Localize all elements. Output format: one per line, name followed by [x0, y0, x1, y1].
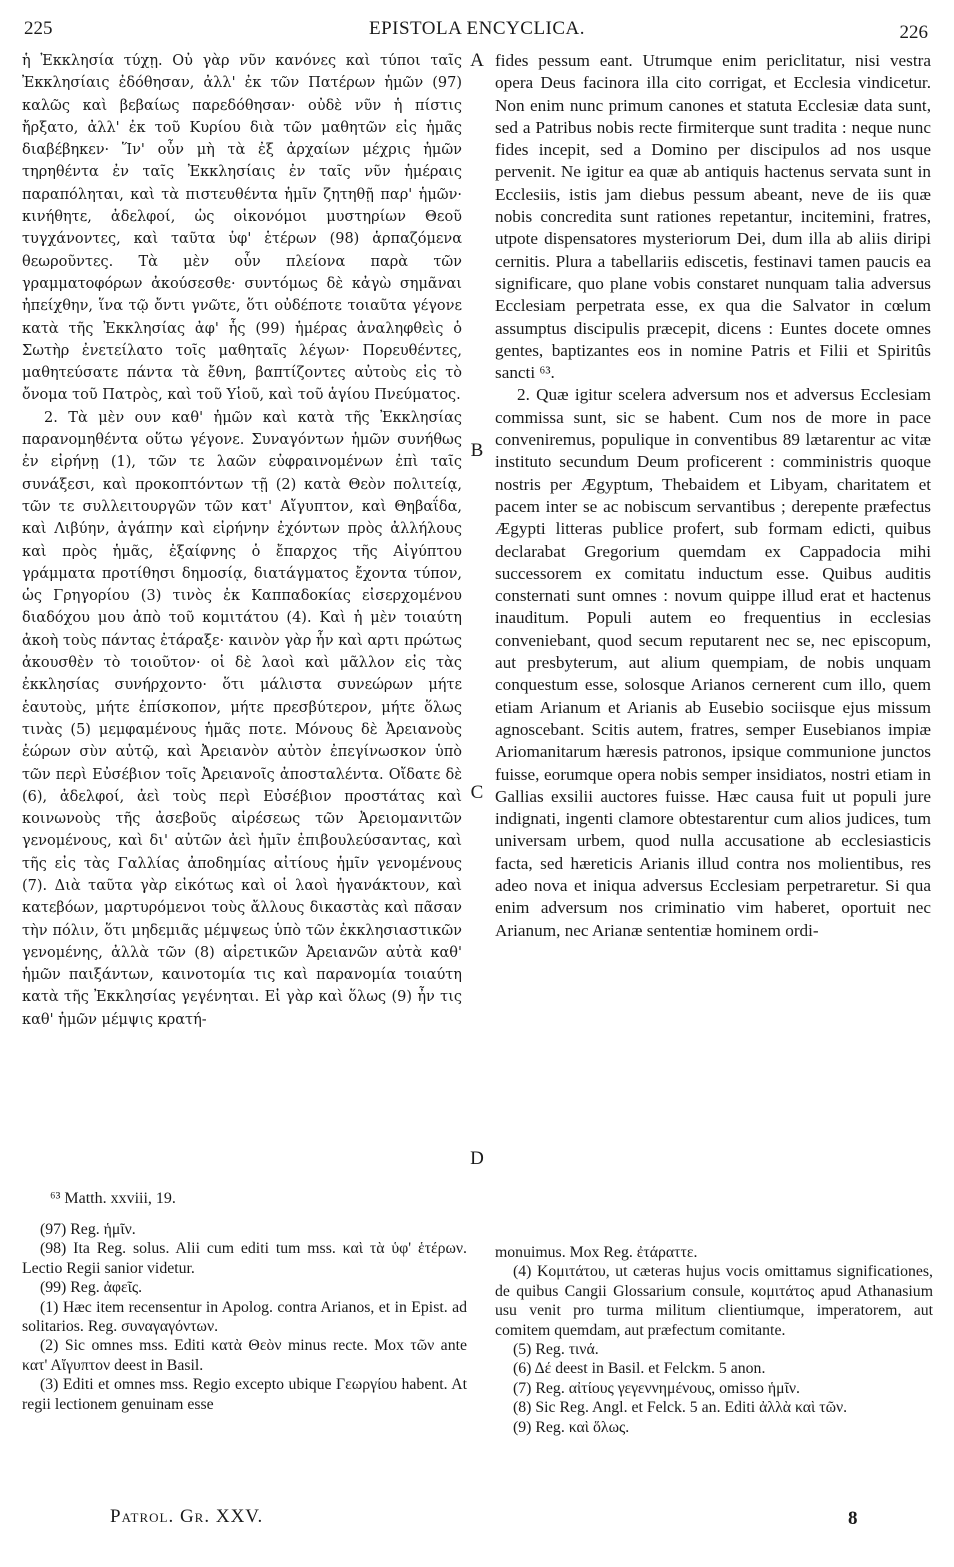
- margin-marker-c: C: [470, 782, 484, 803]
- footnote-2: (2) Sic omnes mss. Editi κατὰ Θεὸν minus recte. Mox τῶν ante κατ' Αἴγυπτον deest in Basil.: [22, 1337, 467, 1374]
- latin-paragraph-2: 2. Quæ igitur scelera adversum nos et adversus Ecclesiam commissa sunt, sic se habent. Cum nos de more in pace conveniremus, populique in conventibus 89 lætarentur ac vitæ instituto secundum Deum proficerent : comministris quoque nostris per Ægyptum, Thebaidem et Libyam, charitatem et pacem inter se ac nobiscum servantibus ; derepente præfectus Ægypti litteras publice profert, sub formam edicti, quibus declarabat Gregorium quemdam ex Cappadocia mihi successorem ex comitatu inductum esse. Quibus auditis consternati sunt omnes : novum quippe illud erat et hactenus inauditum. Populi autem eo frequentius in ecclesias conveniebant, quod secum reputarent nec se, nec episcopum, aut presbyterum, aut alium quempiam, de nobis unquam conquestum esse, solosque Arianos cernerent cum illo, quem etiam Arianum et Arianis ab Eusebio sociisque ejus missum agnoscebant. Scitis autem, fratres, semper Eusebianos impiæ Ariomanitarum hæresis patronos, ipsique communione junctos fuisse, eorumque opera nobis semper insidiatos, nostri etiam in Gallias exsilii auctores fuisse. Hæc causa fuit ut populi jure indignati, ingenti clamore obtestarentur cum alios judices, tum universam urbem, quod nulla accusatione ab ecclesiasticis facta, sed hæreticis Arianis illud contra nos molientibus, res adeo nova et iniqua adversus Ecclesiam perpetraretur. Si qua enim adversum nos criminatio vim haberet, oportuit nec Arianum, nec Arianæ sententiæ hominem ordi-: [495, 385, 931, 940]
- margin-marker-a: A: [470, 50, 484, 71]
- gathering-number: 8: [848, 1508, 858, 1529]
- margin-marker-b: B: [470, 440, 484, 461]
- left-page-number: 225: [24, 18, 53, 39]
- footnote-98: (98) Ita Reg. solus. Alii cum editi tum mss. καὶ τὰ ὑφ' ἑτέρων. Lectio Regii sanior videtur.: [22, 1240, 467, 1277]
- latin-paragraph-1: fides pessum eant. Utrumque enim periclitatur, nisi vestra opera Deus facinora illa cito corrigat, et Ecclesia vindicetur. Non enim nunc primum canones et statuta Ecclesiæ data sunt, sed a Patribus nobis recte firmiterque sunt tradita : neque nunc fides incepit, sed a Domino per discipulos ad nos usque pervenit. Ne igitur ea quæ ab antiquis hactenus servata sunt in Ecclesiis, istis jam diebus pessum abeant, neve de iis quæ nobis concredita sunt rationes repetantur, incitemini, fratres, utpote dispensatores mysteriorum Dei, dum illa ab aliis diripi cernitis. Plura a tabellariis ediscetis, festinavi tamen paucis ea significare, quo plane vobis constaret nunquam talia adversus Ecclesiam perpetrata esse, ex qua die Salvator in cœlum assumptus discipulis præcepit, dicens : Euntes docete omnes gentes, baptizantes eos in nomine Patris et Filii et Spiritûs sancti ⁶³.: [495, 51, 931, 383]
- margin-marker-d: D: [470, 1148, 484, 1169]
- footnote-99: (99) Reg. ἀφεῖς.: [40, 1279, 143, 1297]
- footnote-7: (7) Reg. αἰτίους γεγεννημένους, omisso ἡμῖν.: [513, 1379, 800, 1397]
- bible-reference-footnote: ⁶³ Matth. xxviii, 19.: [50, 1190, 176, 1207]
- footnote-3-continued: monuimus. Mox Reg. ἐτάραττε.: [495, 1244, 698, 1261]
- footnote-1: (1) Hæc item recensentur in Apolog. contra Arianos, et in Epist. ad solitarios. Reg. συναγαγόντων.: [22, 1298, 467, 1336]
- footnote-4: (4) Κομιτάτου, ut cæteras hujus vocis omittamus significationes, de quibus Cangii Glossarium consule, κομιτάτος apud Athanasium usu venit pro turma militum clientiumque, imperatorem, aut comitem quemdam, aut præfectum comitante.: [495, 1263, 933, 1339]
- footnotes-right-column: [495, 1243, 933, 1437]
- footnote-8: (8) Sic Reg. Angl. et Felck. 5 an. Editi ἀλλὰ καὶ τῶν.: [513, 1399, 848, 1417]
- page-footer: [0, 1506, 954, 1536]
- latin-text-column: [495, 50, 931, 1186]
- series-signature: Patrol. Gr. XXV.: [110, 1506, 264, 1527]
- page-header: [0, 18, 954, 44]
- right-page-number: 226: [899, 22, 928, 43]
- running-title: EPISTOLA ENCYCLICA.: [368, 18, 586, 39]
- greek-text-column: [22, 50, 462, 1186]
- footnote-3: (3) Editi et omnes mss. Regio excepto ubique Γεωργίου habent. At regii lectionem genuinam esse: [22, 1376, 467, 1413]
- greek-paragraph-2: 2. Τὰ μὲν ουν καθ' ἡμῶν καὶ κατὰ τῆς Ἐκκλησίας παρανομηθέντα οὕτω γέγονε. Συναγόντων ἡμῶν συνήθως ἐν εἰρήνῃ (1), τῶν τε λαῶν εὐφραινομένων ἐπὶ ταῖς συνάξεσι, καὶ προκοπτόντων τῇ (2) κατὰ Θεὸν πολιτείᾳ, τῶν τε συλλειτουργῶν τῶν κατ' Αἴγυπτον, καὶ Θηβαΐδα, καὶ Λιβύην, ἀγάπην καὶ εἰρήνην ἐχόντων πρὸς ἀλλήλους καὶ πρὸς ἡμᾶς, ἐξαίφνης ὁ ἔπαρχος τῆς Αἰγύπτου γράμματα προτίθησι δημοσίᾳ, διατάγματος ἔχοντα τύπον, ὡς Γρηγορίου (3) τινὸς ἐκ Καππαδοκίας εἰσερχομένου διαδόχου μου ἀπὸ τοῦ κομιτάτου (4). Καὶ ἡ μὲν τοιαύτη ἀκοὴ τοὺς πάντας ἐτάραξε· καινὸν γὰρ ἦν καὶ αρτι πρώτως ἀκουσθὲν τὸ τοιοῦτον· οἱ δὲ λαοὶ καὶ μᾶλλον εἰς τὰς ἐκκλησίας συνήρχοντο· ὅτι μάλιστα συνεώρων μήτε ἑαυτοὺς, μήτε ἐπίσκοπον, μήτε πρεσβύτερον, μήτε ὅλως τινὰς (5) μεμφαμένους ἡμᾶς ποτε. Μόνους δὲ Ἀρειανοὺς ἑώρων σὺν αὐτῷ, καὶ Ἀρειανὸν αὐτὸν ἐπεγίνωσκον ὑπὸ τῶν περὶ Εὐσέβιον τοῖς Ἀρειανοῖς ἀποσταλέντα. Οἴδατε δὲ (6), ἀδελφοί, ἀεὶ τοὺς περὶ Εὐσέβιον προστάτας καὶ κοινωνοὺς τῆς ἀσεβοῦς αἱρέσεως τῶν Ἀρειομανιτῶν γενομένους, καὶ δι' αὐτῶν ἀεὶ ἡμῖν ἐπιβουλεύσαντας, καὶ τῆς εἰς τὰς Γαλλίας ἀποδημίας αἰτίους ἡμῖν γενομένους (7). Διὰ ταῦτα γὰρ εἰκότως καὶ οἱ λαοὶ ἠγανάκτουν, καὶ κατεβόων, μαρτυρόμενοι τοὺς ἄλλους δικαστὰς καὶ πᾶσαν τὴν πόλιν, ὅτι μηδεμιᾶς μέμψεως ὑπὸ τῶν ἐκκλησιαστικῶν γενομένης, ἀλλὰ τῶν (8) αἱρετικῶν Ἀρειανῶν αὐτὰ καθ' ἡμῶν παιξάντων, καινοτομία τις καὶ παρανομία τοιαύτη κατὰ τῆς Ἐκκλησίας γεγένηται. Εἰ γὰρ καὶ ὅλως (9) ἦν τις καθ' ἡμῶν μέμψις κρατή-: [22, 409, 462, 1028]
- footnote-5: (5) Reg. τινά.: [513, 1341, 599, 1359]
- footnote-9: (9) Reg. καὶ ὅλως.: [513, 1418, 630, 1436]
- footnote-6: (6) Δέ deest in Basil. et Felckm. 5 anon.: [513, 1360, 766, 1378]
- greek-paragraph-1: ἡ Ἐκκλησία τύχῃ. Οὐ γὰρ νῦν κανόνες καὶ τύποι ταῖς Ἐκκλησίαις ἐδόθησαν, ἀλλ' ἐκ τῶν Πατέρων ἡμῶν (97) καλῶς καὶ βεβαίως παρεδόθησαν· οὐδὲ νῦν ἡ πίστις ἤρξατο, ἀλλ' ἐκ τοῦ Κυρίου διὰ τῶν μαθητῶν εἰς ἡμᾶς διαβέβηκεν· Ἵν' οὖν μὴ τὰ ἐξ ἀρχαίων μέχρις ἡμῶν τηρηθέντα ἐν ταῖς Ἐκκλησίαις ἐν ταῖς νῦν ἡμέραις παραπόληται, καὶ τὰ πιστευθέντα ἡμῖν ζητηθῇ παρ' ἡμῶν· κινήθητε, ἀδελφοί, ὡς οἰκονόμοι μυστηρίων Θεοῦ τυγχάνοντες, καὶ ταῦτα ὑφ' ἑτέρων (98) ἁρπαζόμενα θεωροῦντες. Τὰ μὲν οὖν πλείονα παρὰ τῶν γραμματοφόρων ἀκούσεσθε· συντόμως δὲ κἀγὼ σημᾶναι ἠπείχθην, ἵνα τῷ ὄντι γνῶτε, ὅτι οὐδέποτε τοιαῦτα γέγονε κατὰ τῆς Ἐκκλησίας ἀφ' ἧς (99) ἡμέρας ἀναληφθεὶς ὁ Σωτὴρ ἐνετείλατο τοῖς μαθηταῖς λέγων· Πορευθέντες, μαθητεύσατε πάντα τὰ ἔθνη, βαπτίζοντες αὐτοὺς εἰς τὸ ὄνομα τοῦ Πατρὸς, καὶ τοῦ Υἱοῦ, καὶ τοῦ ἁγίου Πνεύματος.: [22, 53, 462, 404]
- footnote-97: (97) Reg. ἡμῖν.: [40, 1221, 136, 1238]
- footnotes-left-column: [22, 1220, 467, 1414]
